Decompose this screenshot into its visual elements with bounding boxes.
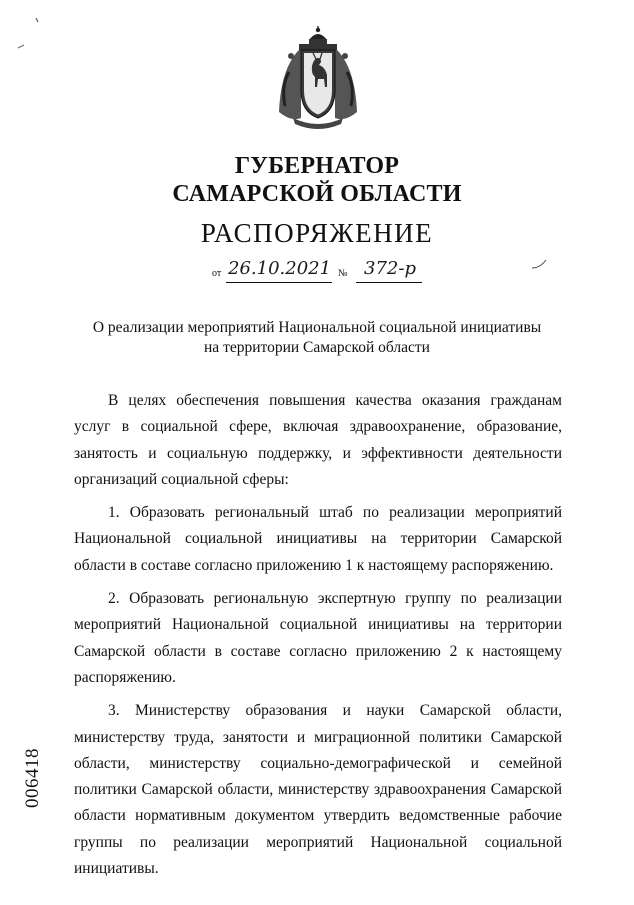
body-preamble: В целях обеспечения повышения качества оказания гражданам услуг в социальной сфере, включая здравоохранение, образование, занятость и социальную поддержку, и эффективности деятельности организаций социальной сферы:: [74, 392, 562, 488]
coat-of-arms-icon: [271, 26, 365, 130]
document-body: [74, 388, 562, 889]
scan-mark: [8, 8, 48, 58]
issuer-title-line2: САМАРСКОЙ ОБЛАСТИ: [172, 181, 462, 207]
document-type: РАСПОРЯЖЕНИЕ: [200, 218, 434, 248]
subject-line2: на территории Самарской области: [204, 339, 430, 356]
side-serial-number: 006418: [22, 748, 43, 808]
date-value: 26.10.2021: [228, 258, 332, 279]
body-item-2: 2. Образовать региональную экспертную группу по реализации мероприятий Национальной социальной инициативы на территории Самарской области в составе согласно приложению 2 к настоящему распоряжению.: [74, 590, 562, 686]
subject-line1: О реализации мероприятий Национальной социальной инициативы: [92, 319, 542, 336]
number-value: 372-р: [364, 258, 416, 279]
issuer-title-line1: ГУБЕРНАТОР: [234, 153, 400, 179]
body-item-1: 1. Образовать региональный штаб по реализации мероприятий Национальной социальной инициативы на территории Самарской области в составе согласно приложению 1 к настоящему распоряжению.: [74, 504, 562, 574]
date-from-label: от: [212, 268, 222, 279]
dateline: [212, 258, 442, 286]
number-label: №: [338, 268, 348, 279]
document-subject: [0, 318, 634, 358]
date-underline: [226, 282, 332, 283]
body-item-3: 3. Министерству образования и науки Самарской области, министерству труда, занятости и миграционной политики Самарской области, министерству социально-демографической и семейной политики Самарской области, министерству здравоохранения Самарской области нормативным документом утвердить ведомственные рабочие группы по реализации мероприятий Национальной социальной инициативы.: [74, 702, 562, 878]
scan-mark: [530, 258, 554, 272]
number-underline: [356, 282, 422, 283]
